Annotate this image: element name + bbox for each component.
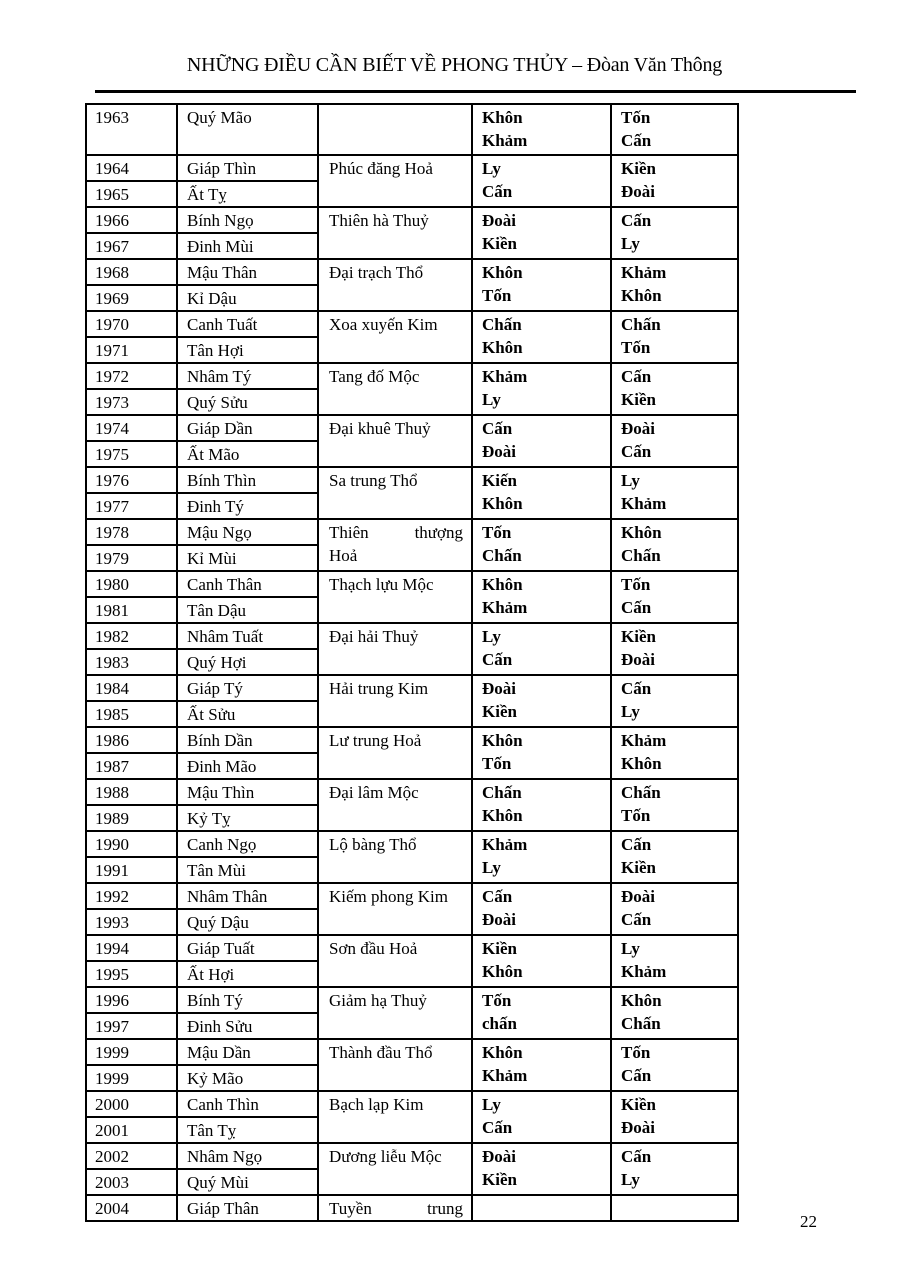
year-cell: 1972 <box>86 363 177 389</box>
canchi-cell: Tân Mùi <box>177 857 318 883</box>
element-line: Đại khuê Thuỷ <box>329 419 431 439</box>
trigram-b-cell <box>611 1091 738 1143</box>
trigram-line: Cấn <box>621 679 652 699</box>
year-cell: 1964 <box>86 155 177 181</box>
table-row <box>86 104 738 155</box>
table-row <box>86 623 738 649</box>
canchi-cell: Đinh Mão <box>177 753 318 779</box>
year-cell: 1991 <box>86 857 177 883</box>
trigram-line: Kiền <box>621 159 656 179</box>
element-cell <box>318 207 472 259</box>
element-line: Xoa xuyến Kim <box>329 315 438 335</box>
trigram-b-cell <box>611 831 738 883</box>
trigram-a-cell <box>472 1195 611 1221</box>
trigram-b-cell <box>611 415 738 467</box>
trigram-line: Cấn <box>621 910 652 930</box>
trigram-line: Cấn <box>621 211 652 231</box>
trigram-line: Khảm <box>621 263 667 283</box>
trigram-line: Khôn <box>621 286 662 306</box>
trigram-line: Khảm <box>482 1066 528 1086</box>
year-cell: 2003 <box>86 1169 177 1195</box>
year-cell: 1967 <box>86 233 177 259</box>
element-cell <box>318 831 472 883</box>
trigram-b-cell <box>611 987 738 1039</box>
table-row <box>86 675 738 701</box>
trigram-line: Khôn <box>482 338 523 358</box>
year-cell: 1996 <box>86 987 177 1013</box>
trigram-a-cell <box>472 883 611 935</box>
trigram-line: Đoài <box>621 887 655 907</box>
trigram-line: Chấn <box>621 1014 661 1034</box>
year-cell: 1985 <box>86 701 177 727</box>
element-cell <box>318 363 472 415</box>
element-cell <box>318 1091 472 1143</box>
element-line: Tang đố Mộc <box>329 367 420 387</box>
trigram-a-cell <box>472 415 611 467</box>
year-cell: 1973 <box>86 389 177 415</box>
trigram-line: Đoài <box>482 910 516 930</box>
trigram-line: Tốn <box>621 1043 651 1063</box>
canchi-cell: Mậu Dần <box>177 1039 318 1065</box>
element-cell <box>318 104 472 155</box>
trigram-line: Ly <box>482 1095 501 1115</box>
canchi-cell: Nhâm Tý <box>177 363 318 389</box>
element-line: Đại lâm Mộc <box>329 783 419 803</box>
table-row <box>86 1195 738 1221</box>
trigram-line: Ly <box>621 471 640 491</box>
trigram-line: Cấn <box>621 131 652 150</box>
header-rule <box>95 90 856 93</box>
element-cell <box>318 155 472 207</box>
year-cell: 2000 <box>86 1091 177 1117</box>
element-cell <box>318 1039 472 1091</box>
canchi-cell: Bính Tý <box>177 987 318 1013</box>
trigram-a-cell <box>472 259 611 311</box>
year-cell: 1987 <box>86 753 177 779</box>
canchi-cell: Giáp Tuất <box>177 935 318 961</box>
trigram-a-cell <box>472 311 611 363</box>
year-cell: 1969 <box>86 285 177 311</box>
element-cell <box>318 623 472 675</box>
trigram-line: Đoài <box>621 650 655 670</box>
canchi-cell: Ất Sửu <box>177 701 318 727</box>
year-cell: 1968 <box>86 259 177 285</box>
canchi-cell: Ất Tỵ <box>177 181 318 207</box>
table-row <box>86 1091 738 1117</box>
table-row <box>86 207 738 233</box>
year-cell: 1994 <box>86 935 177 961</box>
trigram-a-cell <box>472 831 611 883</box>
table-row <box>86 363 738 389</box>
element-line: Đại hải Thuỷ <box>329 627 419 647</box>
trigram-line: Khôn <box>482 494 523 514</box>
year-cell: 1966 <box>86 207 177 233</box>
element-line: Hải trung Kim <box>329 679 429 699</box>
element-cell <box>318 935 472 987</box>
trigram-a-cell <box>472 104 611 155</box>
trigram-line: Ly <box>621 1170 640 1190</box>
trigram-line: Khôn <box>482 1043 523 1063</box>
canchi-cell: Nhâm Thân <box>177 883 318 909</box>
trigram-line: Chấn <box>621 546 661 566</box>
element-cell <box>318 779 472 831</box>
page-number: 22 <box>800 1212 817 1231</box>
year-cell: 1970 <box>86 311 177 337</box>
element-cell <box>318 467 472 519</box>
element-cell <box>318 519 472 571</box>
trigram-line: Đoài <box>621 182 655 202</box>
trigram-a-cell <box>472 727 611 779</box>
trigram-line: Cấn <box>621 1066 652 1086</box>
table-row <box>86 259 738 285</box>
trigram-a-cell <box>472 467 611 519</box>
canchi-cell: Canh Thân <box>177 571 318 597</box>
canchi-cell: Tân Tỵ <box>177 1117 318 1143</box>
trigram-line: Ly <box>482 627 501 647</box>
year-cell: 1989 <box>86 805 177 831</box>
trigram-line: Đoài <box>621 419 655 439</box>
element-cell <box>318 883 472 935</box>
trigram-line: Tốn <box>482 286 512 306</box>
trigram-line: chấn <box>482 1014 517 1034</box>
trigram-line: Cấn <box>621 1147 652 1167</box>
trigram-line: Cấn <box>621 367 652 387</box>
year-cell: 1981 <box>86 597 177 623</box>
trigram-line: Kiền <box>482 1170 517 1190</box>
canchi-cell: Ất Hợi <box>177 961 318 987</box>
year-cell: 1990 <box>86 831 177 857</box>
trigram-line: Ly <box>482 390 501 410</box>
element-line: Sơn đầu Hoả <box>329 939 418 959</box>
element-cell <box>318 675 472 727</box>
year-cell: 1980 <box>86 571 177 597</box>
trigram-b-cell <box>611 311 738 363</box>
year-cell: 2002 <box>86 1143 177 1169</box>
element-cell <box>318 259 472 311</box>
element-line: Thiên hà Thuỷ <box>329 211 429 231</box>
yearly-trigram-table-body <box>86 104 738 1221</box>
trigram-a-cell <box>472 1039 611 1091</box>
year-cell: 1974 <box>86 415 177 441</box>
table-row <box>86 987 738 1013</box>
year-cell: 1983 <box>86 649 177 675</box>
canchi-cell: Quý Mùi <box>177 1169 318 1195</box>
element-line: Hoả <box>329 546 358 566</box>
trigram-a-cell <box>472 363 611 415</box>
element-cell <box>318 1195 472 1221</box>
trigram-line: Cấn <box>482 1118 513 1138</box>
table-row <box>86 1143 738 1169</box>
trigram-line: Khảm <box>482 367 528 387</box>
trigram-b-cell <box>611 519 738 571</box>
trigram-b-cell <box>611 571 738 623</box>
table-row <box>86 779 738 805</box>
canchi-cell: Canh Tuất <box>177 311 318 337</box>
trigram-line: Cấn <box>621 835 652 855</box>
trigram-line: Chấn <box>621 783 661 803</box>
canchi-cell: Bính Ngọ <box>177 207 318 233</box>
trigram-line: Tốn <box>621 575 651 595</box>
page-title: NHỮNG ĐIỀU CẦN BIẾT VỀ PHONG THỦY – Đòan Văn Thông <box>186 54 723 76</box>
trigram-b-cell <box>611 104 738 155</box>
element-cell <box>318 987 472 1039</box>
trigram-line: Ly <box>621 939 640 959</box>
table-row <box>86 311 738 337</box>
element-line: Đại trạch Thổ <box>329 263 424 283</box>
trigram-line: Cấn <box>621 442 652 462</box>
canchi-cell: Giáp Tý <box>177 675 318 701</box>
year-cell: 1995 <box>86 961 177 987</box>
year-cell: 2004 <box>86 1195 177 1221</box>
canchi-cell: Kỉ Dậu <box>177 285 318 311</box>
canchi-cell: Đinh Mùi <box>177 233 318 259</box>
element-line: Tuyền trung <box>329 1199 463 1219</box>
trigram-a-cell <box>472 1091 611 1143</box>
table-row <box>86 155 738 181</box>
element-line: Sa trung Thổ <box>329 471 418 491</box>
table-row <box>86 519 738 545</box>
trigram-line: Ly <box>621 702 640 722</box>
trigram-a-cell <box>472 571 611 623</box>
trigram-b-cell <box>611 1039 738 1091</box>
year-cell: 1997 <box>86 1013 177 1039</box>
trigram-b-cell <box>611 1195 738 1221</box>
canchi-cell: Tân Hợi <box>177 337 318 363</box>
trigram-line: Khôn <box>621 754 662 774</box>
trigram-line: Kiền <box>482 702 517 722</box>
trigram-line: Kiền <box>621 627 656 647</box>
canchi-cell: Đinh Tý <box>177 493 318 519</box>
trigram-b-cell <box>611 675 738 727</box>
year-cell: 1982 <box>86 623 177 649</box>
element-line: Phúc đăng Hoả <box>329 159 433 179</box>
trigram-line: Tốn <box>621 338 651 358</box>
trigram-line: Khảm <box>621 962 667 982</box>
element-cell <box>318 1143 472 1195</box>
year-cell: 1975 <box>86 441 177 467</box>
trigram-a-cell <box>472 519 611 571</box>
trigram-line: Ly <box>482 159 501 179</box>
trigram-line: Khôn <box>482 962 523 982</box>
canchi-cell: Quý Hợi <box>177 649 318 675</box>
trigram-line: Đoài <box>621 1118 655 1138</box>
trigram-line: Khôn <box>482 575 523 595</box>
trigram-line: Kiền <box>482 939 517 959</box>
trigram-line: Đoài <box>482 679 516 699</box>
trigram-a-cell <box>472 675 611 727</box>
trigram-line: Ly <box>621 234 640 254</box>
table-row <box>86 467 738 493</box>
trigram-line: Kiền <box>621 390 656 410</box>
trigram-line: Khảm <box>482 835 528 855</box>
trigram-b-cell <box>611 207 738 259</box>
canchi-cell: Canh Thìn <box>177 1091 318 1117</box>
trigram-line: Cấn <box>482 887 513 907</box>
trigram-line: Khảm <box>621 731 667 751</box>
trigram-line: Kiền <box>621 1095 656 1115</box>
element-cell <box>318 311 472 363</box>
trigram-line: Cấn <box>482 650 513 670</box>
trigram-a-cell <box>472 207 611 259</box>
year-cell: 1978 <box>86 519 177 545</box>
trigram-line: Khôn <box>482 731 523 751</box>
trigram-line: Chấn <box>621 315 661 335</box>
table-row <box>86 415 738 441</box>
trigram-line: Tốn <box>482 991 512 1011</box>
canchi-cell: Đinh Sửu <box>177 1013 318 1039</box>
element-line: Giảm hạ Thuỷ <box>329 991 427 1011</box>
canchi-cell: Mậu Thân <box>177 259 318 285</box>
trigram-line: Khôn <box>621 523 662 543</box>
trigram-b-cell <box>611 1143 738 1195</box>
canchi-cell: Ất Mão <box>177 441 318 467</box>
year-cell: 1963 <box>86 104 177 155</box>
element-cell <box>318 571 472 623</box>
trigram-b-cell <box>611 259 738 311</box>
trigram-b-cell <box>611 935 738 987</box>
year-cell: 1979 <box>86 545 177 571</box>
element-line: Thiên thượng <box>329 523 463 543</box>
trigram-line: Khảm <box>482 131 528 150</box>
canchi-cell: Quý Sửu <box>177 389 318 415</box>
trigram-b-cell <box>611 155 738 207</box>
trigram-b-cell <box>611 467 738 519</box>
element-line: Bạch lạp Kim <box>329 1095 424 1115</box>
trigram-line: Chấn <box>482 783 522 803</box>
trigram-line: Kiền <box>482 234 517 254</box>
year-cell: 1992 <box>86 883 177 909</box>
element-cell <box>318 415 472 467</box>
trigram-line: Tốn <box>621 108 651 127</box>
trigram-line: Kiến <box>482 471 517 491</box>
canchi-cell: Nhâm Ngọ <box>177 1143 318 1169</box>
canchi-cell: Giáp Thân <box>177 1195 318 1221</box>
canchi-cell: Giáp Thìn <box>177 155 318 181</box>
year-cell: 1999 <box>86 1065 177 1091</box>
year-cell: 1999 <box>86 1039 177 1065</box>
year-cell: 1986 <box>86 727 177 753</box>
year-cell: 1965 <box>86 181 177 207</box>
trigram-line: Tốn <box>482 754 512 774</box>
canchi-cell: Kỷ Tỵ <box>177 805 318 831</box>
table-row <box>86 935 738 961</box>
canchi-cell: Kỉ Mùi <box>177 545 318 571</box>
canchi-cell: Canh Ngọ <box>177 831 318 857</box>
canchi-cell: Mậu Ngọ <box>177 519 318 545</box>
element-line: Thạch lựu Mộc <box>329 575 434 595</box>
canchi-cell: Nhâm Tuất <box>177 623 318 649</box>
table-row <box>86 571 738 597</box>
yearly-trigram-table <box>85 103 739 1222</box>
trigram-line: Chấn <box>482 546 522 566</box>
trigram-b-cell <box>611 779 738 831</box>
trigram-a-cell <box>472 623 611 675</box>
canchi-cell: Quý Mão <box>177 104 318 155</box>
trigram-line: Ly <box>482 858 501 878</box>
trigram-line: Kiền <box>621 858 656 878</box>
table-row <box>86 883 738 909</box>
trigram-line: Khôn <box>482 108 523 127</box>
trigram-line: Cấn <box>482 419 513 439</box>
trigram-line: Khảm <box>482 598 528 618</box>
trigram-line: Đoài <box>482 1147 516 1167</box>
trigram-line: Tốn <box>482 523 512 543</box>
element-line: Lư trung Hoả <box>329 731 422 751</box>
year-cell: 1993 <box>86 909 177 935</box>
canchi-cell: Quý Dậu <box>177 909 318 935</box>
trigram-b-cell <box>611 883 738 935</box>
trigram-line: Chấn <box>482 315 522 335</box>
trigram-line: Cấn <box>482 182 513 202</box>
canchi-cell: Bính Thìn <box>177 467 318 493</box>
trigram-a-cell <box>472 935 611 987</box>
trigram-line: Cấn <box>621 598 652 618</box>
canchi-cell: Tân Dậu <box>177 597 318 623</box>
table-row <box>86 727 738 753</box>
trigram-b-cell <box>611 727 738 779</box>
element-line: Thành đầu Thổ <box>329 1043 433 1063</box>
year-cell: 1977 <box>86 493 177 519</box>
year-cell: 1984 <box>86 675 177 701</box>
trigram-a-cell <box>472 155 611 207</box>
element-cell <box>318 727 472 779</box>
trigram-line: Khôn <box>482 806 523 826</box>
canchi-cell: Giáp Dần <box>177 415 318 441</box>
year-cell: 1971 <box>86 337 177 363</box>
canchi-cell: Mậu Thìn <box>177 779 318 805</box>
trigram-line: Khôn <box>482 263 523 283</box>
trigram-line: Đoài <box>482 442 516 462</box>
table-row <box>86 1039 738 1065</box>
element-line: Dương liễu Mộc <box>329 1147 442 1167</box>
trigram-line: Khôn <box>621 991 662 1011</box>
trigram-line: Khảm <box>621 494 667 514</box>
element-line: Lộ bàng Thổ <box>329 835 417 855</box>
year-cell: 1988 <box>86 779 177 805</box>
trigram-b-cell <box>611 623 738 675</box>
trigram-a-cell <box>472 1143 611 1195</box>
trigram-line: Tốn <box>621 806 651 826</box>
trigram-a-cell <box>472 779 611 831</box>
trigram-line: Đoài <box>482 211 516 231</box>
element-line: Kiếm phong Kim <box>329 887 448 907</box>
canchi-cell: Kỷ Mão <box>177 1065 318 1091</box>
trigram-a-cell <box>472 987 611 1039</box>
trigram-b-cell <box>611 363 738 415</box>
year-cell: 2001 <box>86 1117 177 1143</box>
year-cell: 1976 <box>86 467 177 493</box>
canchi-cell: Bính Dần <box>177 727 318 753</box>
table-row <box>86 831 738 857</box>
